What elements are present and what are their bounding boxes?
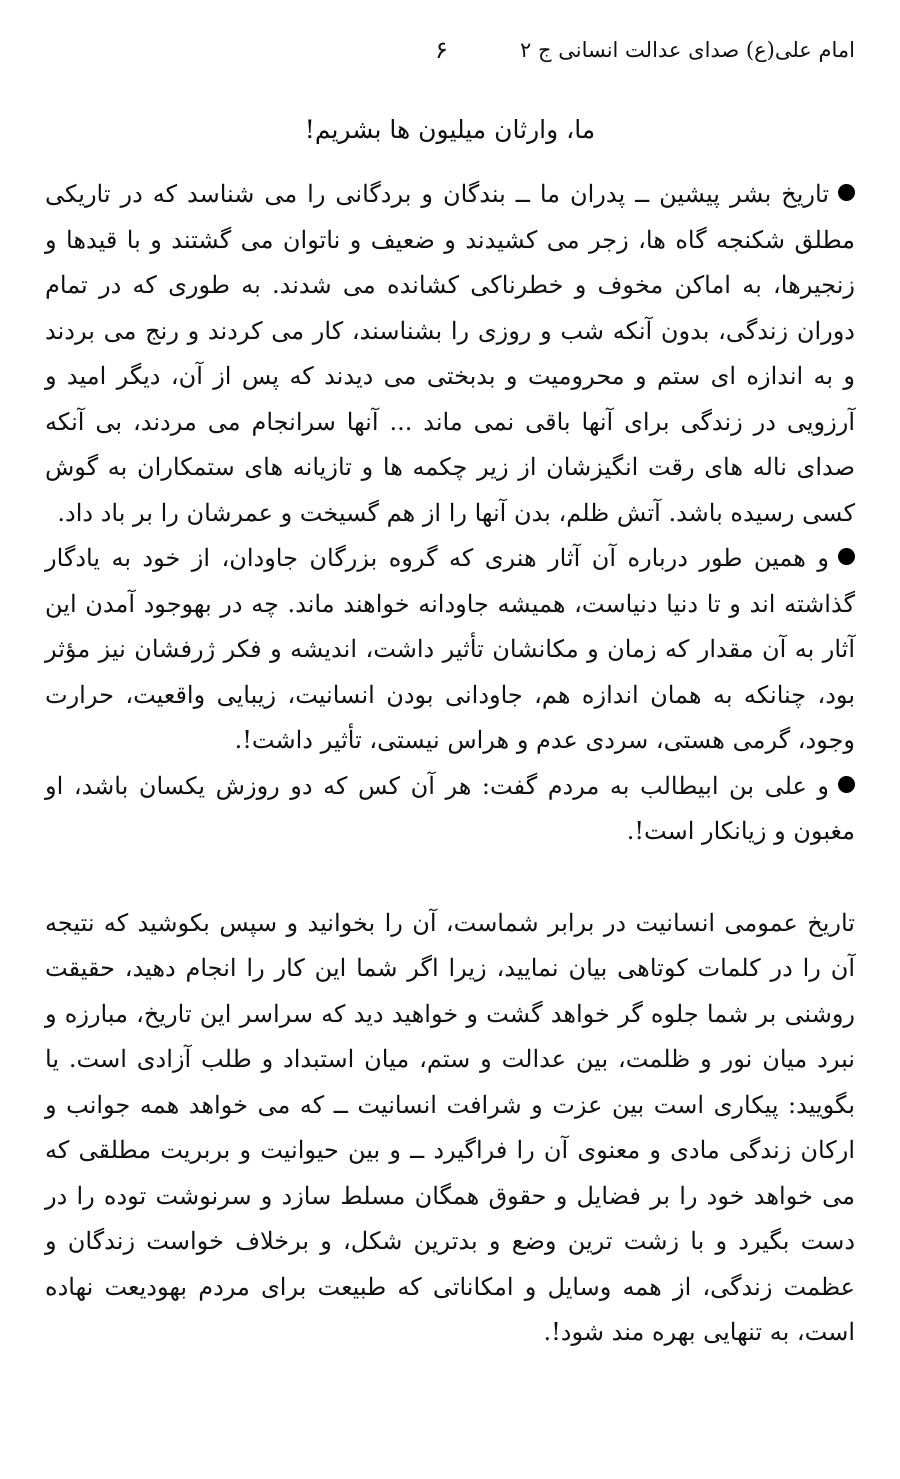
paragraph-text: و علی بن ابیطالب به مردم گفت: هر آن کس که دو روزش یکسان باشد، او مغبون و زیانکار است!. bbox=[45, 771, 855, 845]
page-header bbox=[45, 28, 855, 72]
paragraph-4 bbox=[45, 901, 855, 1356]
paragraph-text: تاریخ بشر پیشین ــ پدران ما ــ بندگان و بردگانی را می شناسد که در تاریکی مطلق شکنجه گاه ها، زجر می کشیدند و ضعیف و ناتوان می گشتند و با قیدها و زنجیرها، به اماکن مخوف و خطرناکی کشانده می شدند. به طوری که در تمام دوران زندگی، بدون آنکه شب و روزی را بشناسند، کار می کردند و رنج می بردند و به اندازه ای ستم و محرومیت و بدبختی می دیدند که پس از آن، دیگر امید و آرزویی در زندگی برای آنها باقی نمی ماند ... آنها سرانجام می مردند، بی آنکه صدای ناله های رقت انگیزشان از زیر چکمه ها و تازیانه های ستمکاران به گوش کسی رسیده باشد. آتش ظلم، بدن آنها را از هم گسیخت و عمرشان را بر باد داد. bbox=[45, 180, 855, 527]
paragraph-text: و همین طور درباره آن آثار هنری که گروه بزرگان جاودان، از خود به یادگار گذاشته اند و تا دنیا دنیاست، همیشه جاودانه خواهند ماند. چه در بهوجود آمدن این آثار به آن مقدار که زمان و مکانشان تأثیر داشت، اندیشه و فکر ژرفشان نیز مؤثر بود، چنانکه به همان اندازه هم، جاودانی بودن انسانیت، زیبایی واقعیت، حرارت وجود، گرمی هستی، سردی عدم و هراس نیستی، تأثیر داشت!. bbox=[45, 544, 855, 754]
section-heading: ما، وارثان میلیون ها بشریم! bbox=[304, 115, 596, 144]
bullet-icon bbox=[838, 184, 855, 201]
section-spacer bbox=[45, 855, 855, 901]
bullet-icon bbox=[838, 776, 855, 793]
page-number: ۶ bbox=[435, 36, 448, 64]
running-title: امام علی(ع) صدای عدالت انسانی ج ۲ bbox=[520, 38, 855, 62]
paragraph-text: تاریخ عمومی انسانیت در برابر شماست، آن را بخوانید و سپس بکوشید که نتیجه آن را در کلمات کوتاهی بیان نمایید، زیرا اگر شما این کار را انجام دهید، حقیقت روشنی بر شما جلوه گر خواهد گشت و خواهید دید که سراسر این تاریخ، مبارزه و نبرد میان نور و ظلمت، بین عدالت و ستم، میان استبداد و طلب آزادی است. یا بگویید: پیکاری است بین عزت و شرافت انسانیت ــ که می خواهد همه جوانب و ارکان زندگی مادی و معنوی آن را فراگیرد ــ و بین حیوانیت و بربریت مطلقی که می خواهد خود را بر فضایل و حقوق همگان مسلط سازد و سرنوشت توده را در دست بگیرد و با زشت ترین وضع و بدترین شکل، و برخلاف خواست زندگان و عظمت زندگی، از همه وسایل و امکاناتی که طبیعت برای مردم بهودیعت نهاده است، به تنهایی بهره مند شود!. bbox=[45, 908, 856, 1346]
body-text bbox=[45, 172, 855, 1356]
paragraph-1 bbox=[45, 172, 855, 536]
paragraph-2 bbox=[45, 536, 855, 764]
bullet-icon bbox=[838, 548, 855, 565]
paragraph-3 bbox=[45, 764, 855, 855]
